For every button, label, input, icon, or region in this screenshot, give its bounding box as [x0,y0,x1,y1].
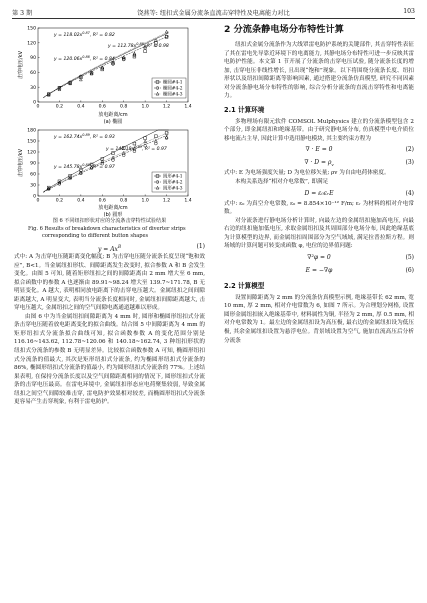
x-tick-label-b: 1.4 [184,198,192,204]
figure-6 [14,22,205,218]
right-paragraph-2: 多物理场有限元软件 COMSOL Mulphysics 建立的分流条模型包含 2 个部分, 即金属纽扣和绝缘基带。由于研究静电场分布, 仿真模型中电介质位移电流占主导, 因此计算中选用静电模块, 其主要约束方程为 [224,118,414,142]
equation-3-subscript: v [331,162,334,168]
x-tick-label-a: 1.0 [141,104,149,110]
right-paragraph-5: 式中: ε₀ 为真空介电常数, ε₀ = 8.854×10⁻¹² F/m; εᵣ 为材料的相对介电常数。 [224,200,414,216]
y-tick-label-b: 120 [27,150,36,156]
fit-curve-b-3 [43,132,168,192]
data-point-a-1 [144,50,147,53]
equation-5-number: (5) [405,253,414,261]
running-title: 饶燕等: 纽扣式金属分流条直流击穿特性及电离能力对比 [137,10,290,17]
legend-label-a: 椭圆#4-2 [163,86,183,92]
x-tick-label-b: 1.0 [141,198,149,204]
data-point-a-3 [133,52,136,55]
series-a [43,30,168,98]
x-tick-label-a: 0.6 [98,104,106,110]
y-tick-label-a: 0 [33,100,36,106]
x-tick-label-b: 0.6 [98,198,106,204]
fit-curve-a-1 [43,33,168,98]
left-paragraph-1: 式中: A 为击穿电压随距离变化幅度; B 为击穿电压随分流条长度呈现“饱和效应”, B<1。当金属纽扣形状、间隙距离发生改变时, 拟合参数 A 和 B 会发生变化。由图 5 可知, 随着矩形纽扣之间的间隙距离由 2 mm 增大至 6 mm, 拟合函数中的参数 A 也逐渐由 89.91~98.24 增大至 139.7~171.78, B 无明显变化。A 越大, 表明相同放电距离下的击穿电压越大。金属纽扣之间间隙距离越大, A 明显变大, 表明当分流条长度相同时, 金属纽扣间隙距离越大, 击穿电压越大, 金属纽扣之间的空气间隙电离通道越难以形成。 [14,254,205,312]
legend-label-b: 圆形#4-3 [163,186,183,192]
data-point-b-3 [144,140,147,143]
x-tick-label-a: 1.4 [184,104,192,110]
x-tick-label-b: 0.2 [55,198,64,204]
equation-3 [224,156,414,169]
left-paragraph-2: 由图 6 中为当金属纽扣间隙距离为 4 mm 时, 圆形和椭圆形纽扣式分流条击穿电压随着放电距离变化的拟合曲线。结合图 5 中间隙距离为 4 mm 的矩形纽扣式分流条拟合曲线可知, 拟合函数参数 A 的变化范围分别是 116.16~143.62, 112.78~120.06 和 140.18~162.74, 3 种纽扣形状的纽扣式分流条的参数 B 无明显差异。比较拟合函数参数 A 可知, 椭圆形纽扣式分流条的值最大, 其次是矩形纽扣式分流条, 约为椭圆形纽扣式分流条的 86%, 椭圆形纽扣式分流条的值最小, 约为圆形纽扣式分流条的 77%。上述结果表明, 在保持分流条长度以及空气间隙距离相同的情况下, 圆形纽扣式分流条的击穿电压最高。在雷电环境中, 金属纽扣形态应电荷聚集较弱, 导致金属纽扣之间空气间隙较难击穿, 雷电防护效果相对较差, 而椭圆形纽扣式分流条更容易产生击穿现象, 有利于雷电防护。 [14,313,205,406]
legend-label-b: 圆形#4-1 [163,174,183,180]
x-tick-label-a: 0.4 [77,104,85,110]
fit-curve-b-2 [43,135,168,193]
equation-4-number: (4) [405,189,414,197]
data-point-b-2 [154,142,157,145]
y-ticks-b [27,128,39,200]
equation-5-body: ∇²φ = 0 [307,253,331,261]
right-paragraph-4: 本构关系选择“相对介电常数”, 即满足 [235,179,329,186]
y-tick-label-a: 30 [30,85,36,91]
x-axis-label-a: 放电距离/cm [98,112,128,118]
x-tick-label-a: 0.8 [120,104,128,110]
right-paragraph-3: 式中: E 为电场强度矢量; D 为电位移矢量; ρv 为自由电荷体密度。 [224,170,390,177]
x-tick-label-a: 0.2 [55,104,64,110]
y-tick-label-b: 90 [30,161,36,167]
legend-label-b: 圆形#4-2 [163,180,183,186]
equation-2 [224,143,414,156]
equation-3-number: (3) [405,159,414,167]
issue-number: 第 3 期 [12,10,33,17]
y-tick-label-b: 0 [33,194,36,200]
legend-label-a: 椭圆#4-3 [163,92,183,98]
y-tick-label-a: 150 [27,26,36,32]
running-header [12,6,415,18]
y-tick-label-b: 180 [27,128,36,134]
equation-6-body: E = −∇φ [305,266,333,274]
fit-eq-b3: $y = 145.78x^{0.88}$, R² = 0.97 [54,163,115,170]
equation-3-body: ∇ · D = ρ [304,159,332,167]
x-tick-label-b: 0.4 [77,198,85,204]
caption-b: (b) 圆形 [103,212,123,218]
section-2-2-heading: 2.2 计算模型 [224,281,265,290]
y-tick-label-a: 90 [30,56,36,62]
x-tick-label-a: 1.2 [162,104,171,110]
panel-b [17,128,192,218]
equation-2-number: (2) [405,146,414,154]
figure-caption-cn: 图 6 不同纽扣形状对应的分流条击穿特性试验结果 [52,218,167,224]
data-point-b-1 [144,137,147,140]
y-tick-label-b: 30 [30,183,36,189]
y-ticks-a [27,26,39,106]
equation-1 [14,240,205,253]
y-tick-label-b: 150 [27,139,36,145]
data-point-b-3 [154,139,157,142]
equation-4 [224,187,414,200]
caption-a: (a) 椭圆 [103,119,123,125]
x-tick-label-b: 0.8 [120,198,128,204]
fit-eq-a3: $y = 120.06x^{0.86}$, R² = 0.84 [54,55,115,62]
x-axis-label-b: 放电距离/cm [98,205,128,211]
y-axis-label-a: 击穿电压/kV [18,50,24,80]
equation-6 [224,264,414,277]
legend-label-a: 椭圆#4-1 [163,80,183,86]
x-tick-label-b: 1.2 [162,198,171,204]
page-number: 103 [403,8,415,15]
legend-a [152,78,186,98]
header-rule [12,18,415,19]
equation-1-exponent: B [117,244,122,249]
equation-4-body: D = ε₀εᵣE [304,189,334,197]
equation-1-number: (1) [196,243,205,250]
legend-b [152,172,186,192]
data-point-a-3 [165,30,168,33]
x-tick-label-a: 0 [36,104,40,110]
section-2-1-heading: 2.1 计算环境 [224,105,265,114]
right-column [224,22,414,345]
left-column [14,22,205,407]
equation-6-number: (6) [405,266,414,274]
figure-caption-en: Fig. 6 Results of breakdown characteristics of diverter strips corresponding to different button shapes [28,226,186,239]
section-2-heading: 2 分流条静电场分布特性计算 [224,24,344,35]
y-axis-label-b: 击穿电压/kV [18,148,24,178]
panel-a [17,26,192,125]
fit-eq-b1: $y = 162.74x^{0.89}$, R² = 0.93 [54,133,115,140]
fit-eq-a1: $y = 118.02x^{0.87}$, R² = 0.82 [54,31,115,38]
y-tick-label-a: 120 [27,41,36,47]
y-tick-label-b: 60 [30,172,36,178]
right-paragraph-7: 设置间隙距离为 2 mm 的分流条仿真模型示例, 绝缘基带长 62 mm, 宽 10 mm, 厚 2 mm, 相对介电常数为 6, 如图 7 所示。为合理划分网格, 设置圆形金属纽扣嵌入绝缘基带中, 材料属性为铜, 半径为 2 mm, 厚 0.5 mm, 相对介电常数为 1。最左边的金属纽扣设为高压极, 最右边的金属纽扣设为低压极, 其余金属纽扣设置为悬浮电位。背景域设置为空气, 施加直流高压后分析分流条 [224,294,414,344]
right-paragraph-1: 纽扣式金属分流条作为大线罩雷电防护系统的关键部件, 其击穿特性表征了其在雷电先导靠近环境下的电离能力, 其静电场分布特性可进一步反映其雷电防护性能。本文第 1 节开展了分流条的击穿电压试验, 随分流条长度的增加, 击穿电压非线性增长, 且出现“饱和”现象。以下将围绕分流条长度、纽扣形状以及纽扣间隙距离等影响因素, 通过搭建分流条仿真模型, 研究不同因素对分流条静电场分布特性的影响, 综合分析分流条的直流击穿特性和电离能力。 [224,42,414,100]
fit-eq-a2: $y = 112.78x^{0.86}$, R² = 0.98 [108,42,169,49]
figure-6-plots [14,22,205,218]
right-paragraph-6: 对分流条进行静电场分析计算时, 向最左边的金属纽扣施加高电压, 向最右边的纽扣施加低电压, 求取金属纽扣及其周围部分电场分布, 因此绝缘基底为计算模型的边界, 而金属纽扣周围部分为空气域域, 满足拉普拉斯方程。则场域的计算问题可转变成函数 φ, 电位的边界值问题: [224,217,414,250]
equation-1-body: y = Ax [97,246,118,253]
x-tick-label-b: 0 [36,198,40,204]
equation-5 [224,251,414,264]
y-tick-label-a: 60 [30,71,36,76]
fit-eq-b2: $y = 140.18x^{0.89}$, R² = 0.97 [106,145,167,152]
equation-2-body: ∇ · E = 0 [305,146,333,154]
